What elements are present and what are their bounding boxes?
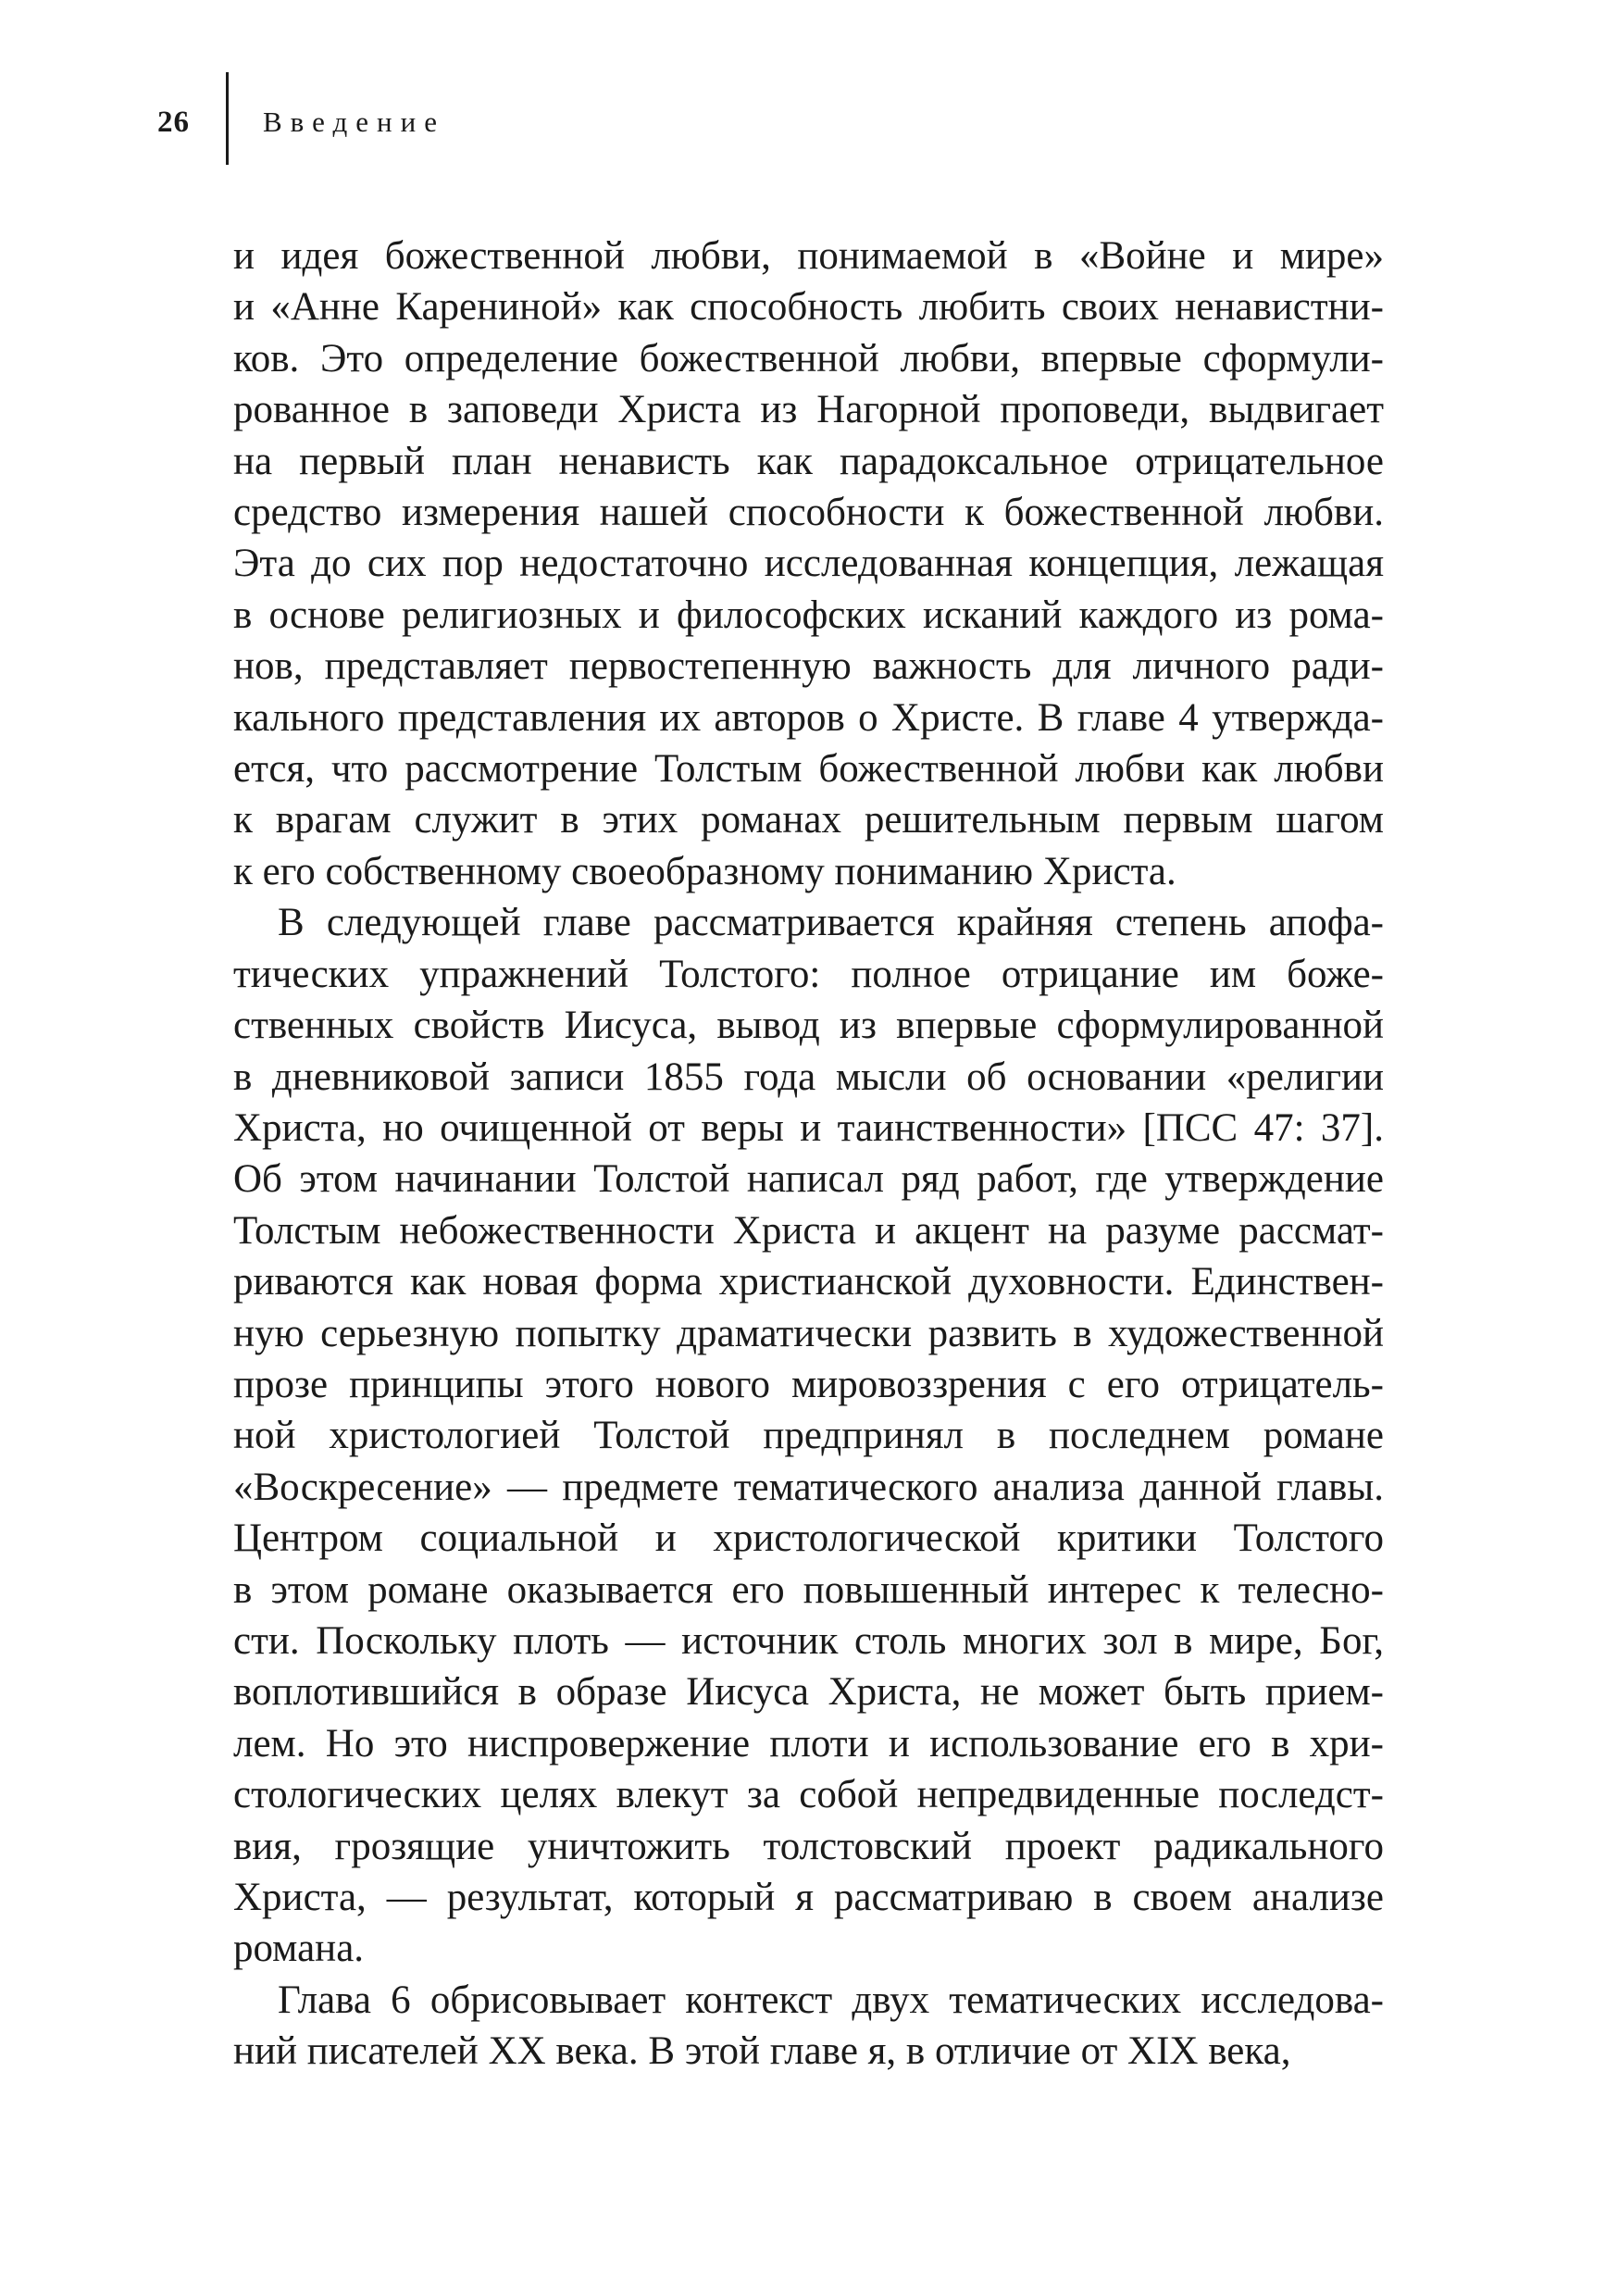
page-number: 26: [157, 106, 190, 139]
text-line: нов, представляет первостепенную важность для личного ради-: [233, 644, 1384, 689]
text-line: Центром социальной и христологической критики Толстого: [233, 1516, 1384, 1561]
text-line: прозе принципы этого нового мировоззрения с его отрицатель-: [233, 1362, 1384, 1406]
text-line: воплотившийся в образе Иисуса Христа, не может быть прием-: [233, 1670, 1384, 1715]
text-line: к его собственному своеобразному пониманию Христа.: [233, 849, 1176, 893]
section-title: Введение: [263, 106, 445, 138]
text-line: ется, что рассмотрение Толстым божественной любви как любви: [233, 747, 1384, 792]
text-line: и идея божественной любви, понимаемой в «Войне и мире»: [233, 234, 1384, 278]
text-line: ний писателей XX века. В этой главе я, в отличие от XIX века,: [233, 2029, 1291, 2074]
text-line: сти. Поскольку плоть — источник столь многих зол в мире, Бог,: [233, 1618, 1384, 1663]
text-line: лем. Но это ниспровержение плоти и использование его в хри-: [233, 1721, 1384, 1766]
text-line: и «Анне Карениной» как способность любить своих ненавистни-: [233, 285, 1384, 330]
text-line: риваются как новая форма христианской духовности. Единствен-: [233, 1260, 1384, 1304]
text-line: ной христологией Толстой предпринял в последнем романе: [233, 1414, 1384, 1458]
text-line: Глава 6 обрисовывает контекст двух тематических исследова-: [278, 1978, 1384, 2022]
text-line: на первый план ненависть как парадоксальное отрицательное: [233, 439, 1384, 483]
paragraph: [233, 897, 1384, 1975]
text-line: вия, грозящие уничтожить толстовский проект радикального: [233, 1824, 1384, 1868]
running-head: [0, 0, 1618, 185]
text-line: в дневниковой записи 1855 года мысли об основании «религии: [233, 1054, 1384, 1099]
text-line: стологических целях влекут за собой непредвиденные последст-: [233, 1773, 1384, 1817]
text-line: Толстым небожественности Христа и акцент на разуме рассмат-: [233, 1208, 1384, 1253]
text-line: романа.: [233, 1927, 365, 1971]
text-line: в этом романе оказывается его повышенный интерес к телесно-: [233, 1567, 1384, 1612]
text-line: тических упражнений Толстого: полное отрицание им боже-: [233, 952, 1384, 996]
text-line: ственных свойств Иисуса, вывод из впервые сформулированной: [233, 1004, 1384, 1048]
text-line: Христа, но очищенной от веры и таинственности» [ПСС 47: 37].: [233, 1105, 1384, 1150]
text-line: ную серьезную попытку драматически развить в художественной: [233, 1311, 1384, 1355]
text-line: кального представления их авторов о Христе. В главе 4 утвержда-: [233, 695, 1384, 740]
text-line: Эта до сих пор недостаточно исследованная концепция, лежащая: [233, 542, 1384, 586]
text-line: ков. Это определение божественной любви, впервые сформули-: [233, 336, 1384, 381]
text-line: В следующей главе рассматривается крайняя степень апофа-: [278, 901, 1384, 945]
text-line: рованное в заповеди Христа из Нагорной проповеди, выдвигает: [233, 388, 1384, 432]
text-line: в основе религиозных и философских исканий каждого из рома-: [233, 593, 1384, 637]
paragraph: [233, 1975, 1384, 2078]
paragraph: [233, 231, 1384, 897]
body-text: [233, 231, 1384, 2078]
text-line: «Воскресение» — предмете тематического анализа данной главы.: [233, 1465, 1384, 1509]
text-line: Об этом начинании Толстой написал ряд работ, где утверждение: [233, 1157, 1384, 1202]
text-line: Христа, — результат, который я рассматриваю в своем анализе: [233, 1876, 1384, 1919]
header-divider: [226, 72, 229, 165]
text-line: средство измерения нашей способности к божественной любви.: [233, 491, 1384, 535]
text-line: к врагам служит в этих романах решительным первым шагом: [233, 798, 1384, 842]
